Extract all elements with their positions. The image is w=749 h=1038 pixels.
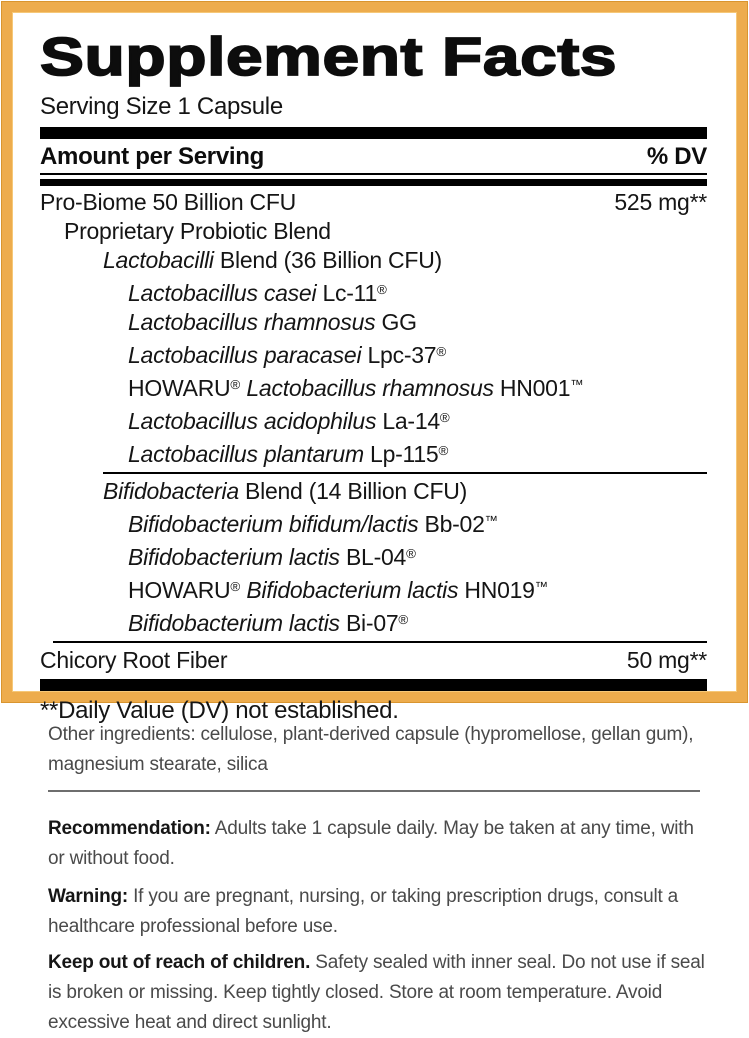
paragraph-line: magnesium stearate, silica [48,754,268,775]
paragraph-line: Warning: If you are pregnant, nursing, or taking prescription drugs, consult a [48,886,678,907]
supplement-facts-panel [2,2,747,724]
ingredient-name: Bifidobacteria Blend (14 Billion CFU) [103,478,468,504]
ingredient-name: HOWARU® Bifidobacterium lactis HN019™ [128,577,549,603]
recommendation-paragraph [48,814,708,874]
ingredient-row [40,308,707,337]
ingredient-rows [40,188,707,675]
ingredient-row [40,246,707,275]
ingredient-name: Bifidobacterium bifidum/lactis Bb-02™ [128,511,498,537]
ingredient-name: Lactobacillus casei Lc-11® [128,280,387,306]
amount-per-serving-header: Amount per Serving [40,143,264,170]
other-ingredients-paragraph [48,720,708,780]
amount-value: 50 mg** [626,647,707,673]
group-separator-rule [53,641,707,643]
ingredient-name: Lactobacillus paracasei Lpc-37® [128,342,447,368]
header-hairline [40,173,707,175]
paragraph-line: Keep out of reach of children. Safety sealed with inner seal. Do not use if seal [48,952,705,973]
group-separator-rule [103,472,707,474]
ingredient-row [40,477,707,506]
serving-size: Serving Size 1 Capsule [40,93,283,120]
separator-bar-top [40,127,707,139]
ingredient-name: Proprietary Probiotic Blend [64,218,331,244]
ingredient-row [40,506,707,539]
paragraph-label: Warning: [48,886,129,907]
ingredient-row [40,370,707,403]
ingredient-name: Chicory Root Fiber [40,647,228,673]
ingredient-row [40,188,707,217]
panel-title: Supplement Facts [40,27,618,87]
separator-bar-bottom [40,679,707,691]
paragraph-label: Keep out of reach of children. [48,952,311,973]
paragraph-line: Recommendation: Adults take 1 capsule daily. May be taken at any time, with [48,818,694,839]
paragraph-line: Other ingredients: cellulose, plant-derived capsule (hypromellose, gellan gum), [48,724,694,745]
ingredient-name: Lactobacillus plantarum Lp-115® [128,441,449,467]
ingredient-row [40,217,707,246]
paragraph-line: healthcare professional before use. [48,916,338,937]
ingredient-row [40,605,707,638]
paragraph-line: is broken or missing. Keep tightly closed. Store at room temperature. Avoid [48,982,663,1003]
ingredient-name: Lactobacillus acidophilus La-14® [128,408,450,434]
storage-paragraph [48,948,708,1038]
ingredient-row [40,403,707,436]
ingredient-row [40,436,707,469]
paragraph-line: or without food. [48,848,175,869]
column-header-row [40,139,707,173]
ingredient-row [40,572,707,605]
daily-value-footnote: **Daily Value (DV) not established. [40,697,399,724]
ingredient-row [40,539,707,572]
ingredient-name: Pro-Biome 50 Billion CFU [40,189,297,215]
ingredient-row [40,646,707,675]
ingredient-name: Bifidobacterium lactis Bi-07® [128,610,409,636]
paragraph-label: Recommendation: [48,818,211,839]
ingredient-name: Bifidobacterium lactis BL-04® [128,544,416,570]
amount-value: 525 mg** [614,189,707,215]
ingredient-name: Lactobacillus rhamnosus GG [128,309,417,335]
warning-paragraph [48,882,708,942]
supplemental-info-section [48,720,708,1038]
section-divider [48,790,700,792]
ingredient-row [40,275,707,308]
ingredient-name: Lactobacilli Blend (36 Billion CFU) [103,247,442,273]
separator-bar-header [40,179,707,186]
ingredient-row [40,337,707,370]
paragraph-line: excessive heat and direct sunlight. [48,1012,332,1033]
ingredient-name: HOWARU® Lactobacillus rhamnosus HN001™ [128,375,584,401]
percent-dv-header: % DV [646,143,707,170]
